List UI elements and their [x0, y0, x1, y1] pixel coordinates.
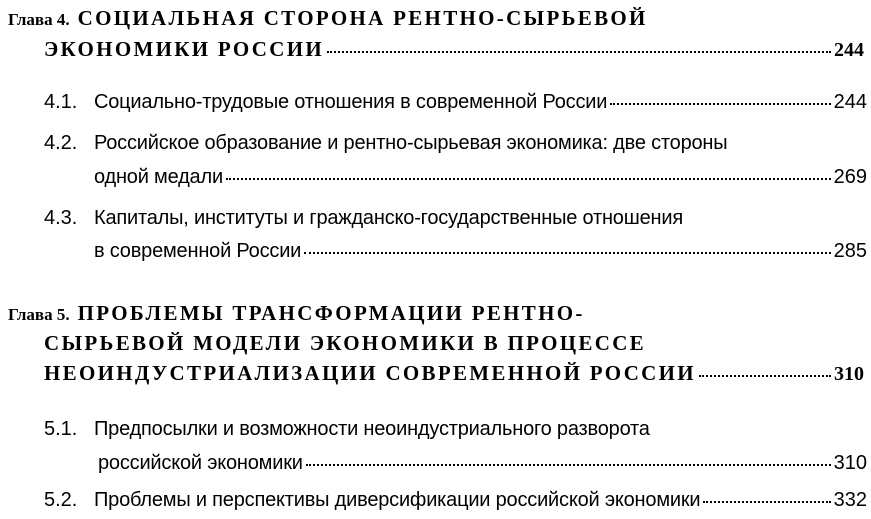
- section-4-3-line-1[interactable]: [44, 207, 683, 230]
- section-title: Капиталы, институты и гражданско-государственные отношения: [94, 207, 683, 229]
- chapter-5-heading-line-3[interactable]: [44, 361, 864, 386]
- section-4-3-line-2[interactable]: [94, 240, 867, 263]
- dot-leader: [699, 375, 831, 377]
- dot-leader: [610, 103, 830, 105]
- section-title: Предпосылки и возможности неоиндустриального разворота: [94, 418, 650, 440]
- chapter-4-page-number: 244: [834, 39, 864, 61]
- section-4-1[interactable]: [44, 91, 867, 114]
- section-page-number: 285: [833, 240, 867, 262]
- dot-leader: [327, 51, 831, 53]
- section-number: 5.1.: [44, 418, 78, 440]
- chapter-5-prefix: Глава 5.: [8, 305, 70, 324]
- chapter-5-heading-line-2: [44, 331, 646, 356]
- chapter-4-prefix: Глава 4.: [8, 10, 70, 29]
- section-number: 4.1.: [44, 91, 78, 113]
- section-4-2-line-1[interactable]: [44, 132, 727, 155]
- dot-leader: [226, 178, 831, 180]
- section-title: Социально-трудовые отношения в современной России: [94, 91, 608, 113]
- section-number: 4.2.: [44, 132, 78, 154]
- chapter-4-title-line-1: СОЦИАЛЬНАЯ СТОРОНА РЕНТНО-СЫРЬЕВОЙ: [77, 6, 648, 30]
- section-title: Проблемы и перспективы диверсификации российской экономики: [94, 489, 701, 511]
- section-5-1-line-2[interactable]: [98, 452, 867, 475]
- chapter-4-heading-line-2[interactable]: [44, 37, 864, 62]
- dot-leader: [306, 464, 831, 466]
- section-page-number: 244: [833, 91, 867, 113]
- section-page-number: 332: [833, 489, 867, 511]
- chapter-5-heading-line-1: [8, 301, 585, 326]
- chapter-4-heading-line-1: [8, 6, 648, 31]
- section-title-continued: российской экономики: [98, 452, 303, 474]
- chapter-5-title-line-1: ПРОБЛЕМЫ ТРАНСФОРМАЦИИ РЕНТНО-: [77, 301, 585, 325]
- section-5-2[interactable]: [44, 489, 867, 512]
- section-number: 5.2.: [44, 489, 78, 511]
- section-title-continued: в современной России: [94, 240, 302, 262]
- dot-leader: [304, 252, 830, 254]
- section-page-number: 269: [833, 166, 867, 188]
- chapter-5-page-number: 310: [834, 363, 864, 385]
- chapter-5-title-line-2: СЫРЬЕВОЙ МОДЕЛИ ЭКОНОМИКИ В ПРОЦЕССЕ: [44, 331, 646, 355]
- chapter-4-title-line-2: ЭКОНОМИКИ РОССИИ: [44, 37, 325, 61]
- chapter-5-title-line-3: НЕОИНДУСТРИАЛИЗАЦИИ СОВРЕМЕННОЙ РОССИИ: [44, 361, 696, 385]
- section-5-1-line-1[interactable]: [44, 418, 650, 441]
- section-number: 4.3.: [44, 207, 78, 229]
- section-title-continued: одной медали: [94, 166, 223, 188]
- dot-leader: [703, 501, 830, 503]
- section-4-2-line-2[interactable]: [94, 166, 867, 189]
- section-page-number: 310: [833, 452, 867, 474]
- section-title: Российское образование и рентно-сырьевая экономика: две стороны: [94, 132, 728, 154]
